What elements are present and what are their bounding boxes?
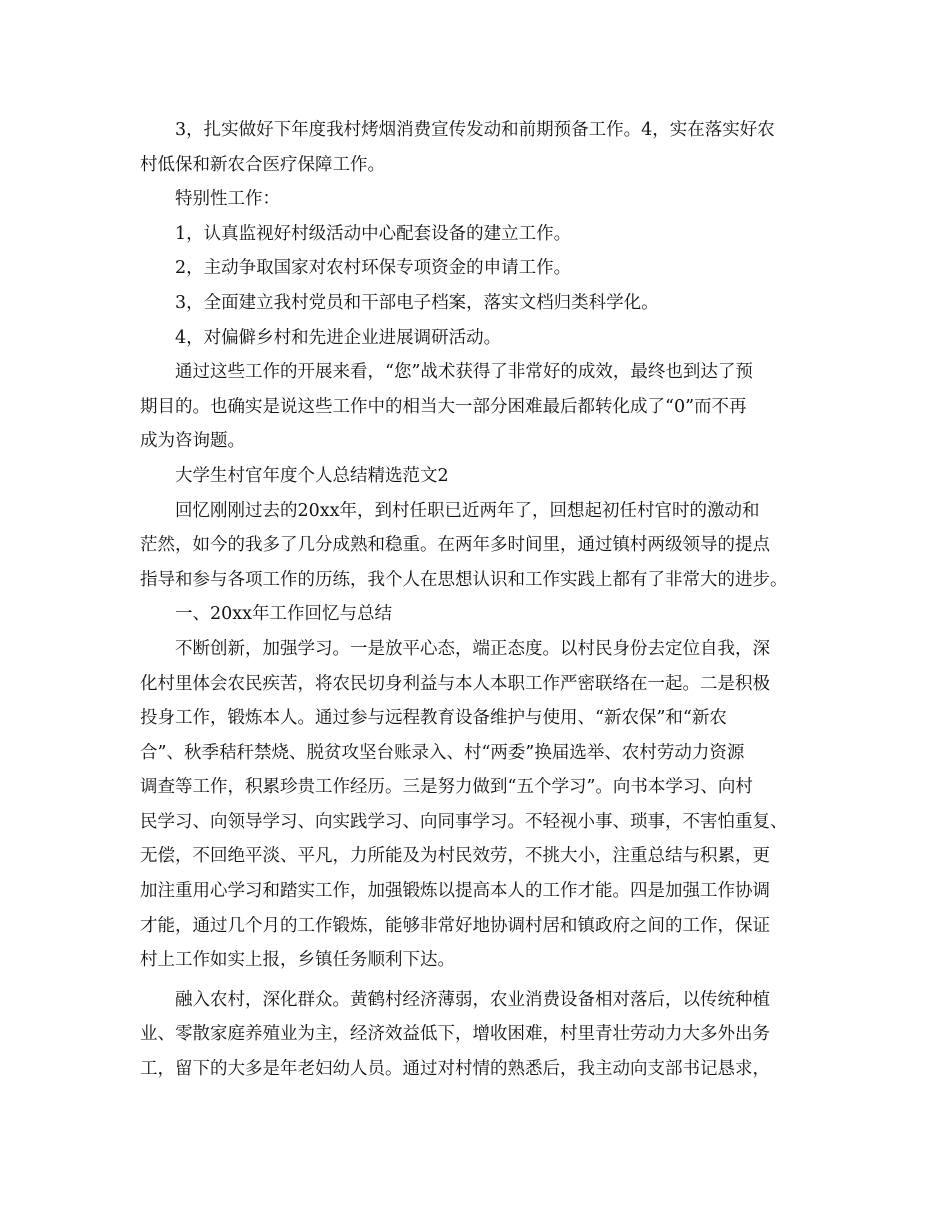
text-line: 指导和参与各项工作的历练，我个人在思想认识和工作实践上都有了非常大的进步。 [140,569,788,590]
text-line: 无偿，不回绝平淡、平凡，力所能及为村民效劳，不挑大小，注重总结与积累，更 [140,846,770,867]
text-line: 1，认真监视好村级活动中心配套设备的建立工作。 [175,223,572,244]
special-work-item-4 [140,321,820,356]
text-line: 回忆刚刚过去的20xx年，到村任职已近两年了，回想起初任村官时的激动和 [175,500,760,521]
text-line: 加注重用心学习和踏实工作，加强锻炼以提高本人的工作才能。四是加强工作协调 [140,881,770,902]
text-line: 2，主动争取国家对农村环保专项资金的申请工作。 [175,258,572,279]
text-line: 化村里体会农民疾苦，将农民切身利益与本人本职工作严密联络在一起。二是积极 [140,673,770,694]
text-line: 才能，通过几个月的工作锻炼，能够非常好地协调村居和镇政府之间的工作，保证 [140,915,770,936]
text-line: 茫然，如今的我多了几分成熟和稳重。在两年多时间里，通过镇村两级领导的提点 [140,535,770,556]
text-line: 大学生村官年度个人总结精选范文2 [175,465,449,486]
special-work-item-3 [140,286,820,321]
document-body [140,113,820,1087]
paragraph-item-3-4 [140,113,820,182]
text-line: 合”、秋季秸秆禁烧、脱贫攻坚台账录入、村“两委”换届选举、农村劳动力资源 [140,742,745,763]
text-line: 通过这些工作的开展来看，“您”战术获得了非常好的成效，最终也到达了预 [175,362,753,383]
text-line: 工，留下的大多是年老妇幼人员。通过对村情的熟悉后，我主动向支部书记恳求， [140,1059,770,1080]
text-line: 3，全面建立我村党员和干部电子档案，落实文档归类科学化。 [175,292,659,313]
text-line: 3，扎实做好下年度我村烤烟消费宣传发动和前期预备工作。4，实在落实好农 [175,120,775,140]
rural-paragraph [140,983,820,1087]
intro-paragraph [140,494,820,598]
text-line: 4，对偏僻乡村和先进企业进展调研活动。 [175,327,502,348]
special-work-item-1 [140,217,820,252]
text-line: 村低保和新农合医疗保障工作。 [140,154,385,175]
text-line: 融入农村，深化群众。黄鹤村经济薄弱，农业消费设备相对落后，以传统种植 [175,989,770,1010]
text-line: 民学习、向领导学习、向实践学习、向同事学习。不轻视小事、琐事，不害怕重复、 [140,811,788,832]
text-line: 投身工作，锻炼本人。通过参与远程教育设备维护与使用、“新农保”和“新农 [140,708,727,729]
text-line: 成为咨询题。 [140,431,245,452]
special-work-item-2 [140,251,820,286]
section-title [140,459,820,494]
text-line: 期目的。也确实是说这些工作中的相当大一部分困难最后都转化成了“0”而不再 [140,396,747,417]
text-line: 调查等工作，积累珍贵工作经历。三是努力做到“五个学习”。向书本学习、向村 [140,777,753,798]
special-work-heading [140,182,820,217]
summary-paragraph [140,355,820,459]
learning-paragraph [140,632,820,978]
subsection-heading [140,597,820,632]
text-line: 不断创新，加强学习。一是放平心态，端正态度。以村民身份去定位自我，深 [175,638,770,659]
text-line: 一、20xx年工作回忆与总结 [175,604,393,625]
text-line: 村上工作如实上报，乡镇任务顺利下达。 [140,950,455,971]
text-line: 业、零散家庭养殖业为主，经济效益低下，增收困难，村里青壮劳动力大多外出务 [140,1024,770,1045]
text-line: 特别性工作： [175,189,280,210]
